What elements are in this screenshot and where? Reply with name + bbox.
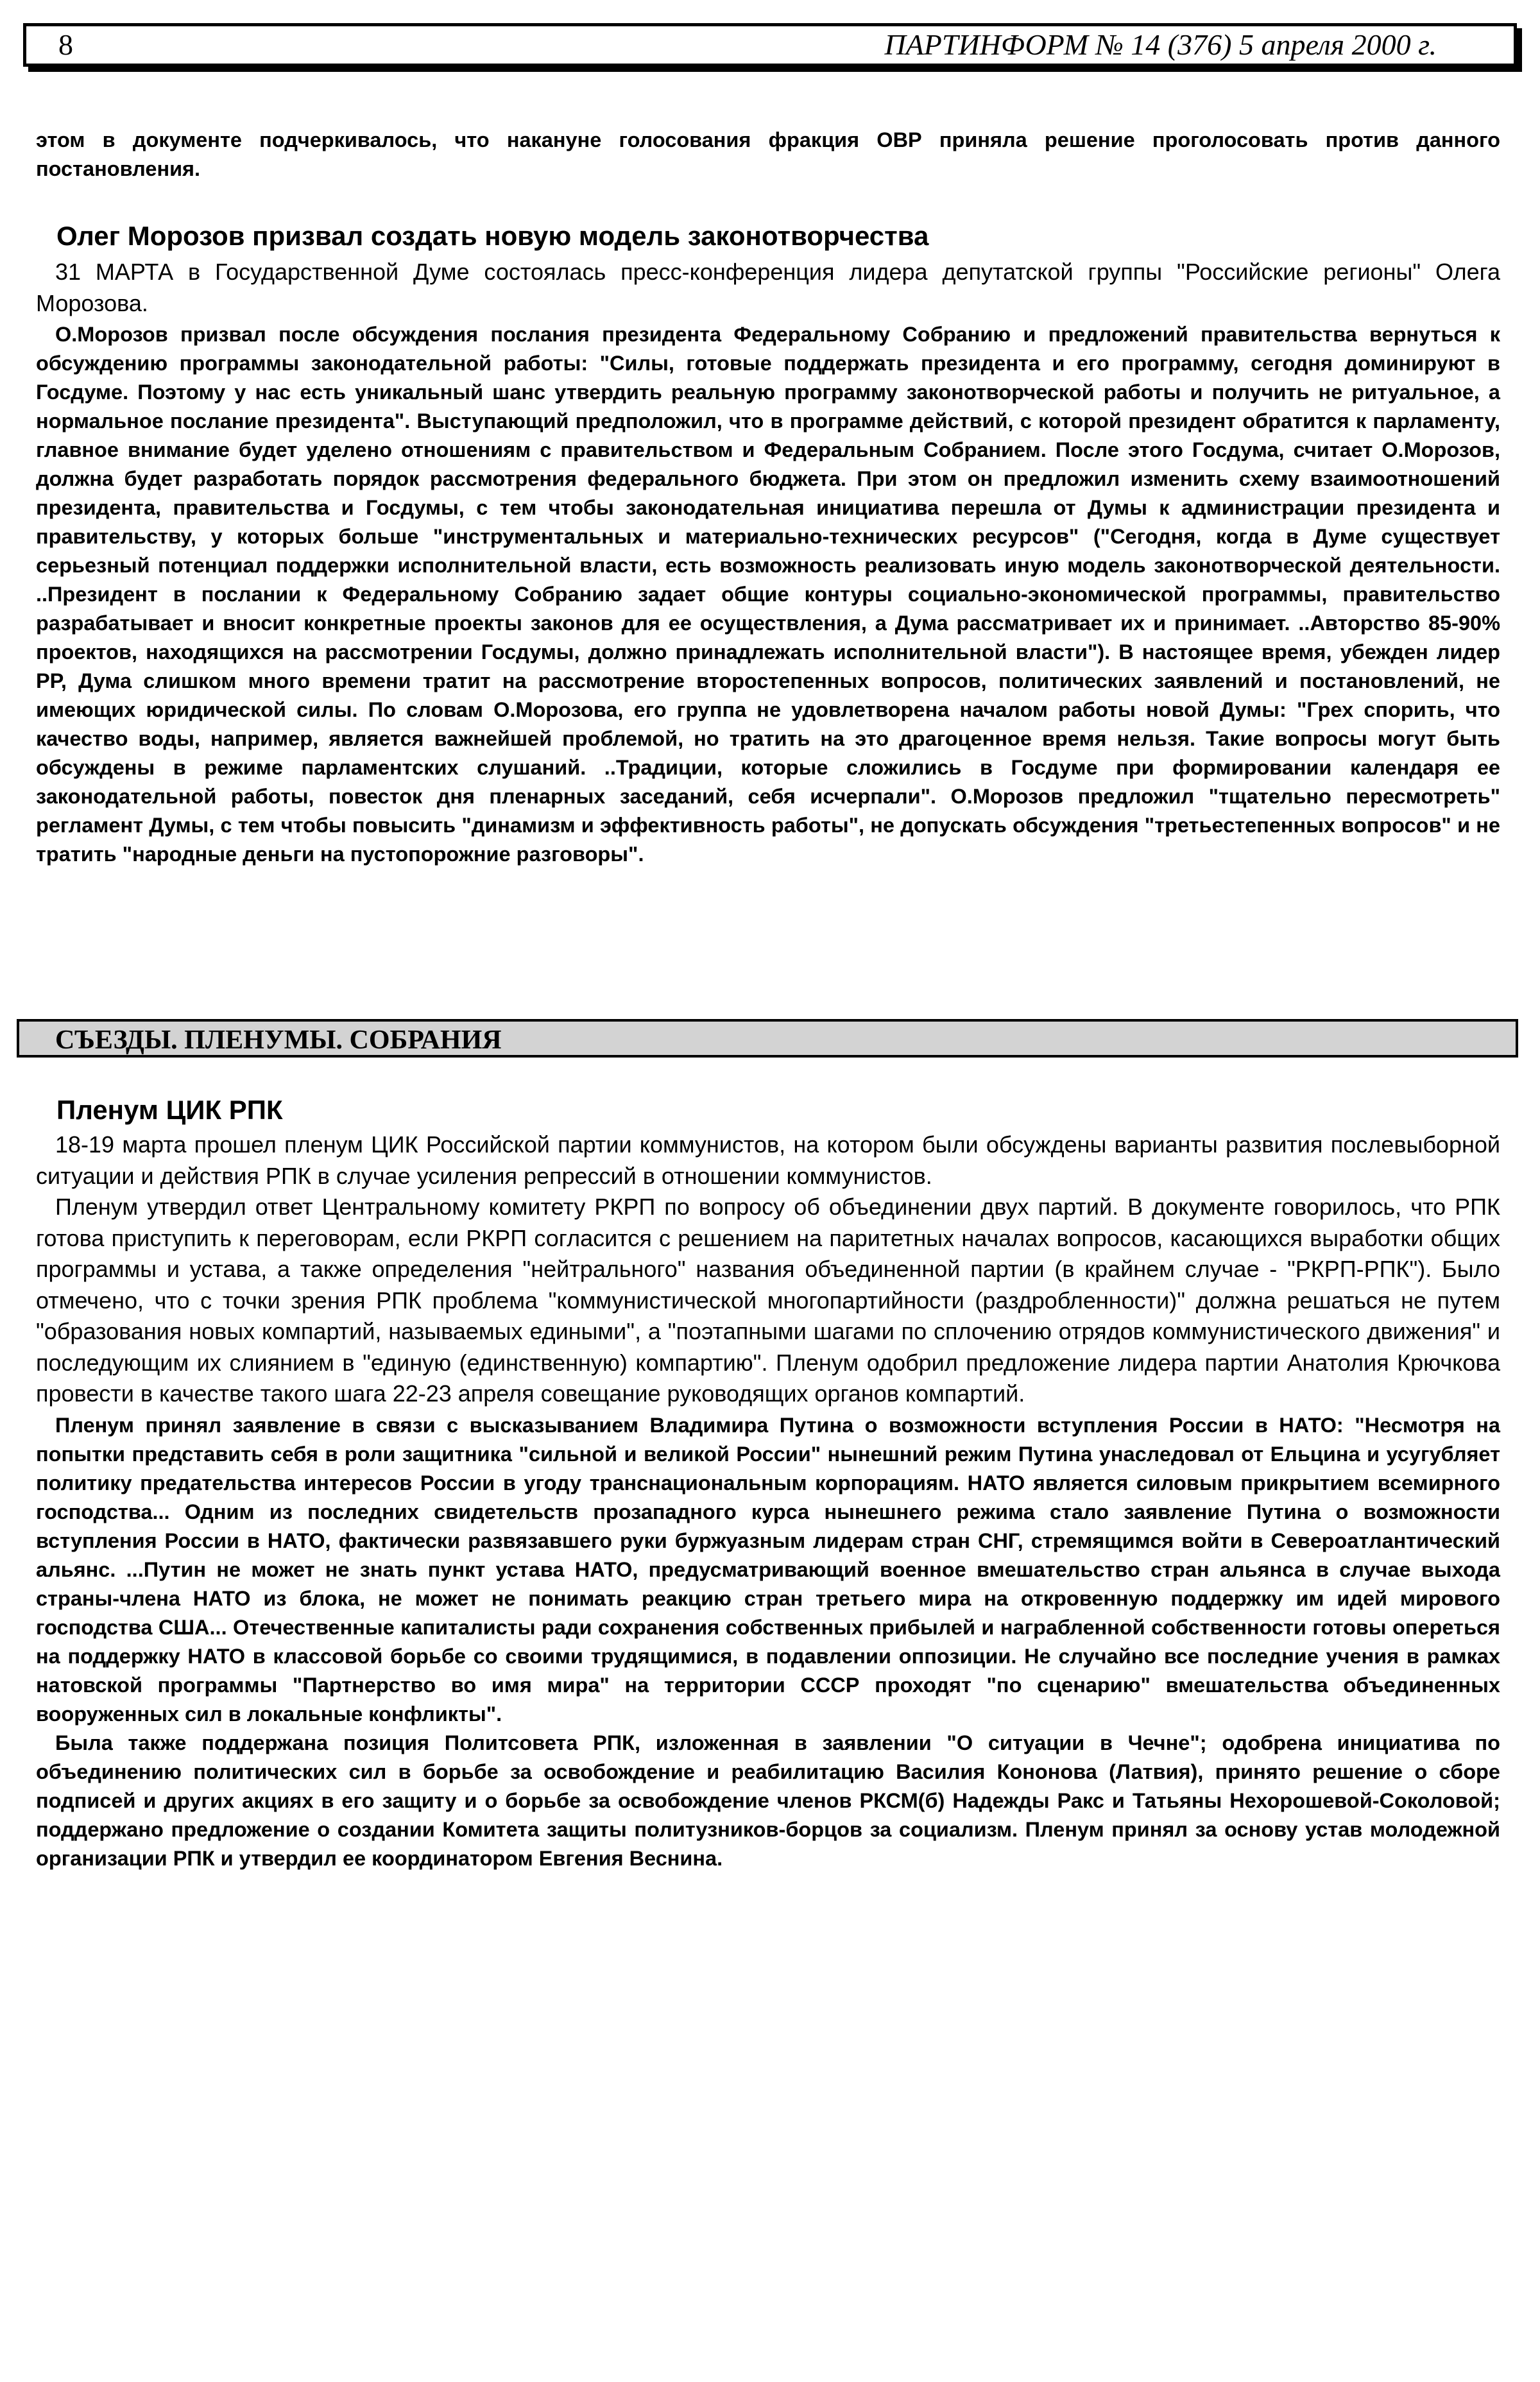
page-header bbox=[23, 23, 1517, 67]
article-headline: Пленум ЦИК РПК bbox=[56, 1095, 283, 1125]
article-paragraph: Пленум утвердил ответ Центральному комитету РКРП по вопросу об объединении двух партий. В документе говорилось, что РПК готова приступить к переговорам, если РКРП согласится с решением на паритетных началах вопросов, касающихся выработки общих программы и устава, а также определения "нейтрального" названия объединенной партии (в крайнем случае - "РКРП-РПК"). Было отмечено, что с точки зрения РПК проблема "коммунистической многопартийности (раздробленности)" должна решаться не путем "образования новых компартий, называемых едиными", а "поэтапными шагами по сплочению отрядов коммунистического движения" и последующим их слиянием в "единую (единственную) компартию". Пленум одобрил предложение лидера партии Анатолия Крючкова провести в качестве такого шага 22-23 апреля совещание руководящих органов компартий. bbox=[36, 1194, 1500, 1407]
intro-continuation-block bbox=[36, 126, 1500, 184]
article-lead: 31 МАРТА в Государственной Думе состоялась пресс-конференция лидера депутатской группы "Российские регионы" Олега Морозова. bbox=[36, 259, 1500, 316]
article-plenum bbox=[36, 1093, 1500, 1873]
article-headline: Олег Морозов призвал создать новую модель законотворчества bbox=[56, 221, 929, 251]
section-header bbox=[17, 1019, 1518, 1058]
article-paragraph: Пленум принял заявление в связи с высказыванием Владимира Путина о возможности вступления России в НАТО: "Несмотря на попытки представить себя в роли защитника "сильной и великой России" нынешний режим Путина унаследовал от Ельцина и усугубляет политику предательства интересов России в угоду транснациональным корпорациям. НАТО является силовым прикрытием всемирного господства... Одним из последних свидетельств прозападного курса нынешнего режима стало заявление Путина о возможности вступления России в НАТО, фактически развязавшего руки буржуазным лидерам стран СНГ, стремящимся войти в Североатлантический альянс. ...Путин не может не знать пункт устава НАТО, предусматривающий военное вмешательство стран альянса в случае выхода страны-члена НАТО из блока, не может не понимать реакцию стран третьего мира на откровенную поддержку им идей мирового господства США... Отечественные капиталисты ради сохранения собственных прибылей и награбленной собственности готовы опереться на поддержку НАТО в классовой борьбе со своими трудящимися, в подавлении оппозиции. Не случайно все последние учения в рамках натовской программы "Партнерство во имя мира" на территории СССР проходят "по сценарию" вмешательства объединенных вооруженных сил в локальные конфликты". bbox=[36, 1413, 1500, 1726]
article-paragraph: Была также поддержана позиция Политсовета РПК, изложенная в заявлении "О ситуации в Чечне"; одобрена инициатива по объединению политических сил в борьбе за освобождение и реабилитацию Василия Кононова (Латвия), принято решение о сборе подписей и других акциях в его защиту и о борьбе за освобождение членов РКСМ(б) Надежды Ракс и Татьяны Нехорошевой-Соколовой; поддержано предложение о создании Комитета защиты политузников-борцов за социализм. Пленум принял за основу устав молодежной организации РПК и утвердил ее координатором Евгения Веснина. bbox=[36, 1731, 1500, 1870]
section-title: СЪЕЗДЫ. ПЛЕНУМЫ. СОБРАНИЯ bbox=[55, 1025, 502, 1055]
article-morozov bbox=[36, 219, 1500, 869]
page-number: 8 bbox=[58, 28, 73, 61]
article-paragraph: 18-19 марта прошел пленум ЦИК Российской партии коммунистов, на котором были обсуждены варианты развития послевыборной ситуации и действия РПК в случае усиления репрессий в отношении коммунистов. bbox=[36, 1131, 1500, 1189]
intro-continuation: этом в документе подчеркивалось, что накануне голосования фракция ОВР приняла решение проголосовать против данного постановления. bbox=[36, 128, 1500, 180]
issue-line: ПАРТИНФОРМ № 14 (376) 5 апреля 2000 г. bbox=[884, 28, 1437, 61]
article-body: О.Морозов призвал после обсуждения послания президента Федеральному Собранию и предложений правительства вернуться к обсуждению программы законодательной работы: "Силы, готовые поддержать президента и его программу, сегодня доминируют в Госдуме. Поэтому у нас есть уникальный шанс утвердить реальную программу законотворческой работы и получить не ритуальное, а нормальное послание президента". Выступающий предположил, что в программе действий, с которой президент обратится к парламенту, главное внимание будет уделено отношениям с правительством и Федеральным Собранием. После этого Госдума, считает О.Морозов, должна будет разработать порядок рассмотрения федерального бюджета. При этом он предложил изменить схему взаимоотношений президента, правительства и Госдумы, с тем чтобы законодательная инициатива перешла от Думы к администрации президента и правительству, у которых больше "инструментальных и материально-технических ресурсов" ("Сегодня, когда в Думе существует серьезный потенциал поддержки исполнительной власти, есть возможность реализовать иную модель законотворческой деятельности. ..Президент в послании к Федеральному Собранию задает общие контуры социально-экономической программы, правительство разрабатывает и вносит конкретные проекты законов для ее осуществления, а Дума рассматривает их и принимает. ..Авторство 85-90% проектов, находящихся на рассмотрении Госдумы, должно принадлежать исполнительной власти"). В настоящее время, убежден лидер РР, Дума слишком много времени тратит на рассмотрение второстепенных вопросов, политических заявлений и постановлений, не имеющих юридической силы. По словам О.Морозова, его группа не удовлетворена началом работы новой Думы: "Грех спорить, что качество воды, например, является важнейшей проблемой, но тратить на это драгоценное время нельзя. Такие вопросы могут быть обсуждены в режиме парламентских слушаний. ..Традиции, которые сложились в Госдуме при формировании календаря ее законодательной работы, повесток дня пленарных заседаний, себя исчерпали". О.Морозов предложил "тщательно пересмотреть" регламент Думы, с тем чтобы повысить "динамизм и эффективность работы", не допускать обсуждения "третьестепенных вопросов" и не тратить "народные деньги на пустопорожние разговоры". bbox=[36, 323, 1500, 866]
